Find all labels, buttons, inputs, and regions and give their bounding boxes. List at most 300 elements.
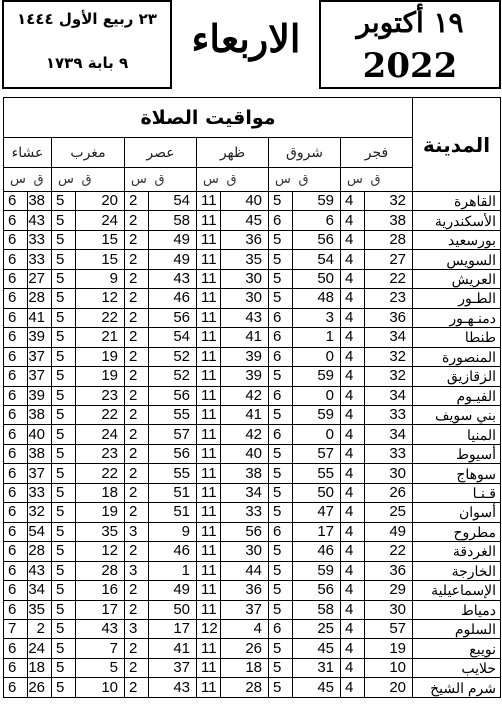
asr-hour-cell: 2 (125, 600, 149, 619)
prayer-header-isha: عشاء (4, 138, 52, 168)
shuruq-hour-cell: 5 (269, 367, 293, 386)
table-row (4, 639, 501, 658)
prayer-header-fajr: فجر (341, 138, 413, 168)
shuruq-minute-cell: 3 (293, 308, 341, 327)
shuruq-hour-cell: 5 (269, 444, 293, 463)
maghrib-hour-cell: 5 (52, 619, 76, 638)
isha-minute-cell: 37 (28, 367, 52, 386)
dhuhr-minute-cell: 26 (221, 639, 269, 658)
isha-hour-cell: 6 (4, 269, 28, 288)
maghrib-hour-cell: 5 (52, 308, 76, 327)
isha-hour-cell: 6 (4, 561, 28, 580)
maghrib-minute-cell: 23 (76, 386, 125, 405)
isha-hour-cell: 6 (4, 405, 28, 424)
table-row (4, 367, 501, 386)
table-row (4, 250, 501, 269)
asr-minute-cell: 55 (149, 405, 197, 424)
fajr-minute-cell: 34 (365, 425, 413, 444)
maghrib-hour-cell: 5 (52, 386, 76, 405)
shuruq-minute-cell: 45 (293, 678, 341, 697)
isha-minute-cell: 39 (28, 328, 52, 347)
maghrib-minute-cell: 35 (76, 522, 125, 541)
prayer-header-asr: عصر (125, 138, 197, 168)
isha-hour-cell: 6 (4, 367, 28, 386)
maghrib-hour-cell: 5 (52, 328, 76, 347)
asr-minute-cell: 41 (149, 639, 197, 658)
table-row (4, 581, 501, 600)
shuruq-minute-cell: 50 (293, 269, 341, 288)
asr-minute-cell: 50 (149, 600, 197, 619)
asr-minute-cell: 46 (149, 289, 197, 308)
maghrib-minute-cell: 15 (76, 230, 125, 249)
city-name-cell: السويس (413, 250, 501, 269)
maghrib-hour-cell: 5 (52, 367, 76, 386)
isha-hour-cell: 6 (4, 658, 28, 677)
fajr-minute-cell: 34 (365, 386, 413, 405)
shuruq-minute-cell: 1 (293, 328, 341, 347)
unit-hour-shuruq: س (269, 168, 293, 192)
maghrib-hour-cell: 5 (52, 503, 76, 522)
shuruq-hour-cell: 5 (269, 542, 293, 561)
shuruq-hour-cell: 5 (269, 483, 293, 502)
fajr-minute-cell: 20 (365, 678, 413, 697)
isha-minute-cell: 18 (28, 658, 52, 677)
isha-minute-cell: 43 (28, 561, 52, 580)
maghrib-hour-cell: 5 (52, 522, 76, 541)
isha-minute-cell: 35 (28, 600, 52, 619)
dhuhr-minute-cell: 28 (221, 678, 269, 697)
shuruq-minute-cell: 54 (293, 250, 341, 269)
dhuhr-minute-cell: 40 (221, 192, 269, 211)
dhuhr-hour-cell: 11 (197, 658, 221, 677)
city-name-cell: الخارجة (413, 561, 501, 580)
dhuhr-minute-cell: 39 (221, 347, 269, 366)
fajr-minute-cell: 32 (365, 367, 413, 386)
maghrib-hour-cell: 5 (52, 230, 76, 249)
dhuhr-hour-cell: 11 (197, 405, 221, 424)
fajr-hour-cell: 4 (341, 289, 365, 308)
maghrib-hour-cell: 5 (52, 405, 76, 424)
city-name-cell: الأسكندرية (413, 211, 501, 230)
dhuhr-minute-cell: 39 (221, 367, 269, 386)
fajr-minute-cell: 28 (365, 230, 413, 249)
asr-minute-cell: 46 (149, 542, 197, 561)
isha-minute-cell: 37 (28, 347, 52, 366)
asr-minute-cell: 37 (149, 658, 197, 677)
table-row (4, 269, 501, 288)
asr-minute-cell: 56 (149, 444, 197, 463)
dhuhr-minute-cell: 34 (221, 483, 269, 502)
asr-hour-cell: 2 (125, 542, 149, 561)
shuruq-minute-cell: 46 (293, 542, 341, 561)
fajr-hour-cell: 4 (341, 367, 365, 386)
shuruq-hour-cell: 5 (269, 289, 293, 308)
shuruq-hour-cell: 6 (269, 619, 293, 638)
maghrib-hour-cell: 5 (52, 347, 76, 366)
table-row (4, 289, 501, 308)
asr-minute-cell: 49 (149, 230, 197, 249)
fajr-hour-cell: 4 (341, 561, 365, 580)
gregorian-day-month: ١٩ أكتوبر (356, 6, 464, 39)
isha-hour-cell: 6 (4, 503, 28, 522)
maghrib-minute-cell: 16 (76, 581, 125, 600)
isha-hour-cell: 6 (4, 192, 28, 211)
isha-hour-cell: 6 (4, 386, 28, 405)
maghrib-hour-cell: 5 (52, 192, 76, 211)
maghrib-minute-cell: 24 (76, 211, 125, 230)
city-name-cell: الطـور (413, 289, 501, 308)
isha-minute-cell: 24 (28, 639, 52, 658)
isha-hour-cell: 7 (4, 619, 28, 638)
dhuhr-hour-cell: 11 (197, 483, 221, 502)
asr-hour-cell: 2 (125, 386, 149, 405)
maghrib-hour-cell: 5 (52, 483, 76, 502)
dhuhr-hour-cell: 11 (197, 561, 221, 580)
asr-minute-cell: 55 (149, 464, 197, 483)
isha-minute-cell: 27 (28, 269, 52, 288)
asr-minute-cell: 49 (149, 581, 197, 600)
city-name-cell: الغردقة (413, 542, 501, 561)
asr-minute-cell: 52 (149, 367, 197, 386)
fajr-hour-cell: 4 (341, 483, 365, 502)
isha-hour-cell: 6 (4, 522, 28, 541)
fajr-hour-cell: 4 (341, 425, 365, 444)
fajr-minute-cell: 19 (365, 639, 413, 658)
unit-hour-maghrib: س (52, 168, 76, 192)
fajr-minute-cell: 30 (365, 464, 413, 483)
table-row (4, 211, 501, 230)
asr-hour-cell: 2 (125, 658, 149, 677)
dhuhr-hour-cell: 11 (197, 192, 221, 211)
shuruq-minute-cell: 59 (293, 192, 341, 211)
isha-minute-cell: 38 (28, 192, 52, 211)
isha-minute-cell: 28 (28, 289, 52, 308)
shuruq-hour-cell: 5 (269, 678, 293, 697)
dhuhr-hour-cell: 11 (197, 581, 221, 600)
fajr-hour-cell: 4 (341, 250, 365, 269)
table-row (4, 658, 501, 677)
unit-hour-dhuhr: س (197, 168, 221, 192)
asr-minute-cell: 54 (149, 328, 197, 347)
table-row (4, 619, 501, 638)
asr-minute-cell: 9 (149, 522, 197, 541)
isha-minute-cell: 28 (28, 542, 52, 561)
shuruq-minute-cell: 48 (293, 289, 341, 308)
fajr-minute-cell: 33 (365, 405, 413, 424)
table-row (4, 522, 501, 541)
maghrib-minute-cell: 28 (76, 561, 125, 580)
city-name-cell: العريش (413, 269, 501, 288)
maghrib-hour-cell: 5 (52, 425, 76, 444)
dhuhr-hour-cell: 11 (197, 230, 221, 249)
unit-minute-isha: ق (28, 168, 52, 192)
asr-hour-cell: 2 (125, 503, 149, 522)
fajr-hour-cell: 4 (341, 522, 365, 541)
dhuhr-hour-cell: 11 (197, 386, 221, 405)
table-row (4, 308, 501, 327)
prayer-times-table (3, 97, 501, 698)
fajr-minute-cell: 29 (365, 581, 413, 600)
dhuhr-hour-cell: 11 (197, 269, 221, 288)
asr-minute-cell: 58 (149, 211, 197, 230)
asr-hour-cell: 2 (125, 483, 149, 502)
city-name-cell: شرم الشيخ (413, 678, 501, 697)
maghrib-minute-cell: 19 (76, 347, 125, 366)
fajr-minute-cell: 22 (365, 542, 413, 561)
asr-minute-cell: 49 (149, 250, 197, 269)
unit-hour-isha: س (4, 168, 28, 192)
dhuhr-minute-cell: 45 (221, 211, 269, 230)
asr-hour-cell: 2 (125, 289, 149, 308)
asr-hour-cell: 2 (125, 308, 149, 327)
dhuhr-hour-cell: 12 (197, 619, 221, 638)
asr-minute-cell: 43 (149, 269, 197, 288)
fajr-minute-cell: 23 (365, 289, 413, 308)
dhuhr-hour-cell: 11 (197, 347, 221, 366)
city-name-cell: الإسماعيلية (413, 581, 501, 600)
isha-minute-cell: 33 (28, 483, 52, 502)
isha-hour-cell: 6 (4, 211, 28, 230)
asr-hour-cell: 2 (125, 250, 149, 269)
dhuhr-minute-cell: 41 (221, 405, 269, 424)
isha-hour-cell: 6 (4, 328, 28, 347)
fajr-minute-cell: 27 (365, 250, 413, 269)
maghrib-minute-cell: 15 (76, 250, 125, 269)
maghrib-minute-cell: 17 (76, 600, 125, 619)
shuruq-minute-cell: 6 (293, 211, 341, 230)
city-name-cell: الزقازيق (413, 367, 501, 386)
fajr-minute-cell: 30 (365, 600, 413, 619)
shuruq-hour-cell: 5 (269, 464, 293, 483)
dhuhr-hour-cell: 11 (197, 250, 221, 269)
asr-hour-cell: 2 (125, 678, 149, 697)
city-name-cell: قـنـا (413, 483, 501, 502)
maghrib-minute-cell: 22 (76, 405, 125, 424)
fajr-minute-cell: 26 (365, 483, 413, 502)
isha-hour-cell: 6 (4, 289, 28, 308)
fajr-minute-cell: 32 (365, 347, 413, 366)
asr-hour-cell: 2 (125, 192, 149, 211)
dhuhr-hour-cell: 11 (197, 308, 221, 327)
dhuhr-minute-cell: 36 (221, 581, 269, 600)
maghrib-hour-cell: 5 (52, 639, 76, 658)
shuruq-minute-cell: 59 (293, 367, 341, 386)
isha-hour-cell: 6 (4, 581, 28, 600)
table-title-row (4, 98, 501, 138)
maghrib-hour-cell: 5 (52, 444, 76, 463)
fajr-hour-cell: 4 (341, 269, 365, 288)
city-name-cell: سوهاج (413, 464, 501, 483)
fajr-hour-cell: 4 (341, 581, 365, 600)
hijri-date: ٢٣ ربيع الأول ١٤٤٤ (17, 10, 157, 28)
shuruq-minute-cell: 25 (293, 619, 341, 638)
isha-hour-cell: 6 (4, 483, 28, 502)
fajr-minute-cell: 38 (365, 211, 413, 230)
asr-hour-cell: 2 (125, 581, 149, 600)
city-name-cell: بورسعيد (413, 230, 501, 249)
maghrib-minute-cell: 5 (76, 658, 125, 677)
table-row (4, 464, 501, 483)
isha-minute-cell: 32 (28, 503, 52, 522)
asr-hour-cell: 3 (125, 619, 149, 638)
isha-hour-cell: 6 (4, 230, 28, 249)
shuruq-hour-cell: 6 (269, 211, 293, 230)
shuruq-hour-cell: 5 (269, 639, 293, 658)
unit-minute-asr: ق (149, 168, 197, 192)
isha-minute-cell: 33 (28, 230, 52, 249)
table-row (4, 542, 501, 561)
isha-minute-cell: 41 (28, 308, 52, 327)
shuruq-minute-cell: 59 (293, 405, 341, 424)
city-name-cell: بني سويف (413, 405, 501, 424)
shuruq-minute-cell: 58 (293, 600, 341, 619)
unit-minute-shuruq: ق (293, 168, 341, 192)
shuruq-minute-cell: 0 (293, 347, 341, 366)
isha-hour-cell: 6 (4, 347, 28, 366)
city-name-cell: المنيا (413, 425, 501, 444)
fajr-hour-cell: 4 (341, 619, 365, 638)
shuruq-minute-cell: 17 (293, 522, 341, 541)
fajr-hour-cell: 4 (341, 230, 365, 249)
maghrib-minute-cell: 22 (76, 464, 125, 483)
asr-hour-cell: 2 (125, 230, 149, 249)
asr-minute-cell: 17 (149, 619, 197, 638)
shuruq-hour-cell: 5 (269, 192, 293, 211)
shuruq-minute-cell: 56 (293, 581, 341, 600)
table-row (4, 678, 501, 697)
shuruq-minute-cell: 56 (293, 230, 341, 249)
fajr-minute-cell: 36 (365, 561, 413, 580)
asr-hour-cell: 2 (125, 347, 149, 366)
maghrib-minute-cell: 19 (76, 503, 125, 522)
dhuhr-minute-cell: 37 (221, 600, 269, 619)
dhuhr-minute-cell: 36 (221, 230, 269, 249)
dhuhr-minute-cell: 40 (221, 444, 269, 463)
city-name-cell: المنصورة (413, 347, 501, 366)
table-row (4, 600, 501, 619)
dhuhr-hour-cell: 11 (197, 425, 221, 444)
dhuhr-minute-cell: 44 (221, 561, 269, 580)
fajr-minute-cell: 10 (365, 658, 413, 677)
maghrib-minute-cell: 12 (76, 542, 125, 561)
fajr-hour-cell: 4 (341, 600, 365, 619)
unit-minute-dhuhr: ق (221, 168, 269, 192)
table-row (4, 483, 501, 502)
maghrib-hour-cell: 5 (52, 269, 76, 288)
shuruq-minute-cell: 50 (293, 483, 341, 502)
city-name-cell: أسوان (413, 503, 501, 522)
unit-hour-asr: س (125, 168, 149, 192)
dhuhr-minute-cell: 4 (221, 619, 269, 638)
shuruq-hour-cell: 5 (269, 405, 293, 424)
maghrib-minute-cell: 12 (76, 289, 125, 308)
shuruq-minute-cell: 0 (293, 386, 341, 405)
asr-hour-cell: 2 (125, 328, 149, 347)
city-name-cell: دمياط (413, 600, 501, 619)
fajr-hour-cell: 4 (341, 308, 365, 327)
table-row (4, 444, 501, 463)
asr-minute-cell: 54 (149, 192, 197, 211)
maghrib-minute-cell: 18 (76, 483, 125, 502)
fajr-hour-cell: 4 (341, 405, 365, 424)
shuruq-hour-cell: 5 (269, 250, 293, 269)
isha-hour-cell: 6 (4, 639, 28, 658)
dhuhr-hour-cell: 11 (197, 522, 221, 541)
dhuhr-minute-cell: 56 (221, 522, 269, 541)
prayer-header-dhuhr: ظهر (197, 138, 269, 168)
day-name: الاربعاء (191, 16, 301, 61)
shuruq-hour-cell: 5 (269, 503, 293, 522)
asr-hour-cell: 2 (125, 367, 149, 386)
prayer-header-shuruq: شروق (269, 138, 341, 168)
dhuhr-hour-cell: 11 (197, 328, 221, 347)
isha-minute-cell: 40 (28, 425, 52, 444)
asr-hour-cell: 2 (125, 464, 149, 483)
city-name-cell: دمنـهـور (413, 308, 501, 327)
isha-hour-cell: 6 (4, 308, 28, 327)
isha-minute-cell: 39 (28, 386, 52, 405)
dhuhr-hour-cell: 11 (197, 211, 221, 230)
maghrib-minute-cell: 22 (76, 308, 125, 327)
maghrib-minute-cell: 7 (76, 639, 125, 658)
table-row (4, 503, 501, 522)
maghrib-minute-cell: 19 (76, 367, 125, 386)
table-row (4, 386, 501, 405)
city-name-cell: القاهرة (413, 192, 501, 211)
unit-minute-maghrib: ق (76, 168, 125, 192)
dhuhr-minute-cell: 42 (221, 425, 269, 444)
fajr-hour-cell: 4 (341, 464, 365, 483)
table-row (4, 192, 501, 211)
isha-minute-cell: 38 (28, 405, 52, 424)
maghrib-hour-cell: 5 (52, 250, 76, 269)
isha-hour-cell: 6 (4, 444, 28, 463)
isha-minute-cell: 38 (28, 444, 52, 463)
maghrib-minute-cell: 9 (76, 269, 125, 288)
fajr-hour-cell: 4 (341, 678, 365, 697)
shuruq-hour-cell: 5 (269, 581, 293, 600)
table-row (4, 347, 501, 366)
dhuhr-hour-cell: 11 (197, 503, 221, 522)
maghrib-hour-cell: 5 (52, 561, 76, 580)
isha-hour-cell: 6 (4, 600, 28, 619)
fajr-hour-cell: 4 (341, 386, 365, 405)
table-title: مواقيت الصلاة (4, 98, 413, 138)
coptic-date: ٩ بابة ١٧٣٩ (45, 54, 129, 72)
shuruq-minute-cell: 45 (293, 639, 341, 658)
table-row (4, 561, 501, 580)
table-row (4, 328, 501, 347)
asr-minute-cell: 57 (149, 425, 197, 444)
maghrib-hour-cell: 5 (52, 581, 76, 600)
shuruq-hour-cell: 6 (269, 522, 293, 541)
city-name-cell: أسيوط (413, 444, 501, 463)
asr-minute-cell: 43 (149, 678, 197, 697)
shuruq-hour-cell: 6 (269, 347, 293, 366)
shuruq-hour-cell: 6 (269, 386, 293, 405)
city-name-cell: طنطا (413, 328, 501, 347)
table-row (4, 405, 501, 424)
dhuhr-hour-cell: 11 (197, 542, 221, 561)
city-name-cell: نويبع (413, 639, 501, 658)
dhuhr-minute-cell: 18 (221, 658, 269, 677)
fajr-minute-cell: 33 (365, 444, 413, 463)
dhuhr-hour-cell: 11 (197, 600, 221, 619)
shuruq-hour-cell: 5 (269, 658, 293, 677)
gregorian-date-box (319, 0, 501, 89)
maghrib-hour-cell: 5 (52, 542, 76, 561)
table-row (4, 230, 501, 249)
